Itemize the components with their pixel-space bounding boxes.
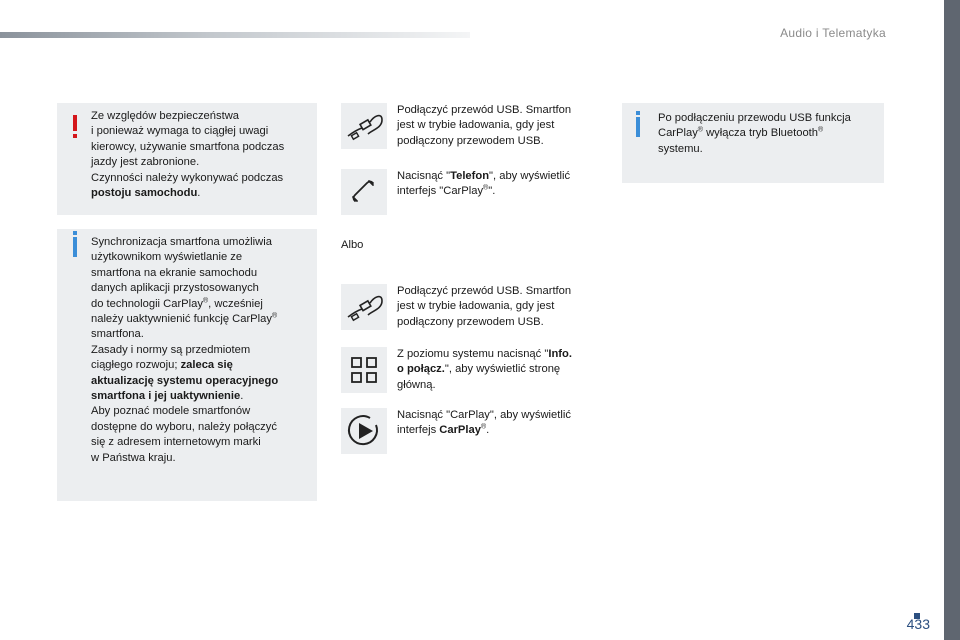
step-usb-connect-alt: Podłączyć przewód USB. Smartfon jest w trybie ładowania, gdy jest podłączony przewodem USB. — [397, 285, 572, 328]
albo-label: Albo — [341, 239, 364, 251]
step-usb-connect: Podłączyć przewód USB. Smartfon jest w trybie ładowania, gdy jest podłączony przewodem USB. — [397, 104, 572, 147]
info-text: Synchronizacja smartfona umożliwia użytkownikom wyświetlanie ze smartfona na ekranie samochodu danych aplikacji przystosowanych do technologii CarPlay®, wcześniej należy uaktywnienić funkcję CarPlay® smartfona. Zasady i normy są przedmiotem ciągłego rozwoju; zaleca się aktualizację systemu operacyjnego smartfona i jej uaktywnienie. Aby poznać modele smartfonów dostępne do wyboru, należy połączyć się z adresem internetowym marki w Państwa kraju. — [91, 236, 279, 464]
usb-cable-icon — [341, 284, 387, 330]
exclamation-icon — [73, 115, 77, 131]
step-carplay: Nacisnąć "CarPlay", aby wyświetlić interfejs CarPlay®. — [397, 409, 571, 437]
step-phone: Nacisnąć "Telefon", aby wyświetlić interfejs "CarPlay®". — [397, 170, 571, 198]
carplay-note-box — [622, 103, 884, 183]
info-icon — [636, 117, 640, 137]
warning-box — [57, 103, 317, 215]
carplay-play-icon — [341, 408, 387, 454]
usb-cable-icon — [341, 103, 387, 149]
carplay-note-text: Po podłączeniu przewodu USB funkcja CarPlay® wyłącza tryb Bluetooth® systemu. — [658, 112, 851, 155]
warning-bold: postoju samochodu — [91, 187, 198, 200]
step-apps: Z poziomu systemu nacisnąć "Info. o połącz.", aby wyświetlić stronę główną. — [397, 348, 572, 391]
info-box — [57, 229, 317, 501]
page-title: Audio i Telematyka — [780, 26, 886, 40]
sidebar-strip — [944, 0, 960, 640]
page-number: 433 — [906, 616, 930, 632]
phone-handset-icon — [341, 169, 387, 215]
header-gradient-bar — [0, 32, 470, 38]
info-icon — [73, 237, 77, 257]
warning-text: Ze względów bezpieczeństwa i ponieważ wymaga to ciągłej uwagi kierowcy, używanie smartfona podczas jazdy jest zabronione. Czynności należy wykonywać podczas postoju samochodu. — [91, 110, 285, 200]
apps-grid-icon — [341, 347, 387, 393]
